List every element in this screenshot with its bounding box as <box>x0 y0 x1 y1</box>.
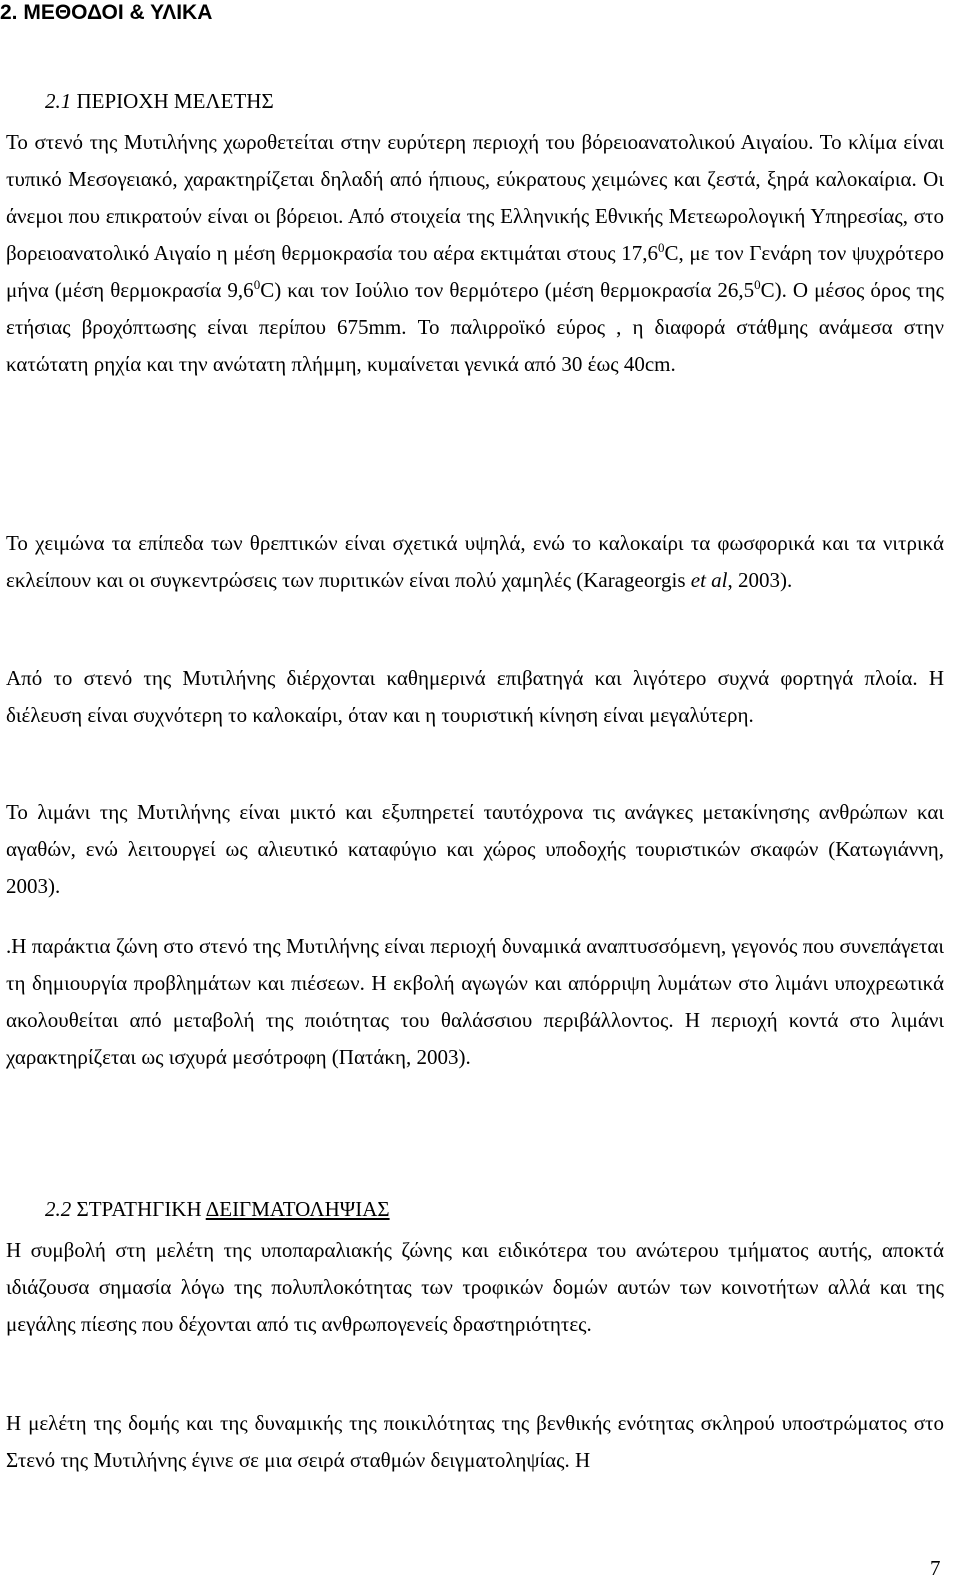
paragraph-port: Το λιμάνι της Μυτιλήνης είναι μικτό και εξυπηρετεί ταυτόχρονα τις ανάγκες μετακίνησης ανθρώπων και αγαθών, ενώ λειτουργεί ως αλιευτικό καταφύγιο και χώρος υποδοχής τουριστικών σκαφών (Κατωγιάννη, 2003). <box>6 800 944 898</box>
superscript: 0 <box>754 277 761 292</box>
page-number: 7 <box>930 1556 941 1580</box>
text-run: C). Ο μέσος όρος της ετήσιας βροχόπτωσης είναι περίπου 675mm. Το παλιρροϊκό εύρος , η διαφορά στάθμης ανάμεσα στην κατώτατη ρηχία και την ανώτατη πλήμμη, κυμαίνεται γενικά από 30 έως 40cm. <box>6 278 944 376</box>
section-title: ΠΕΡΙΟΧΗ ΜΕΛΕΤΗΣ <box>76 89 274 113</box>
paragraph-sublittoral: Η συμβολή στη μελέτη της υποπαραλιακής ζώνης και ειδικότερα του ανώτερου τμήματος αυτής, αποκτά ιδιάζουσα σημασία λόγω της πολυπλοκότητας των τροφικών δομών αυτών των κοινοτήτων αλλά και της μεγάλης πίεσης που δέχονται από τις ανθρωπογενείς δραστηριότητες. <box>6 1238 944 1336</box>
paragraph-climate <box>6 124 944 383</box>
chapter-heading: 2. ΜΕΘΟΔΟΙ & ΥΛΙΚΑ <box>0 1 213 24</box>
text-run: Το χειμώνα τα επίπεδα των θρεπτικών είναι σχετικά υψηλά, ενώ το καλοκαίρι τα φωσφορικά και τα νιτρικά εκλείπουν και οι συγκεντρώσεις των πυριτικών είναι πολύ χαμηλές (Karageorgis <box>6 531 944 592</box>
paragraph-shipping: Από το στενό της Μυτιλήνης διέρχονται καθημερινά επιβατηγά και λιγότερο συχνά φορτηγά πλοία. Η διέλευση είναι συχνότερη το καλοκαίρι, όταν και η τουριστική κίνηση είναι μεγαλύτερη. <box>6 666 944 727</box>
text-run: C) και τον Ιούλιο τον θερμότερο (μέση θερμοκρασία 26,5 <box>260 278 755 302</box>
section-title-part: ΣΤΡΑΤΗΓΙΚΗ <box>76 1197 206 1221</box>
section-title-part-underlined: ΔΕΙΓΜΑΤΟΛΗΨΙΑΣ <box>205 1197 390 1221</box>
section-number: 2.2 <box>45 1197 72 1221</box>
text-run: C, με τον Γενάρη τον ψυχρότερο μήνα (μέση θερμοκρασία 9,6 <box>6 241 944 302</box>
paragraph-nutrients <box>6 525 944 599</box>
section-heading-sampling <box>45 1196 390 1222</box>
section-heading-study-area <box>45 88 274 114</box>
superscript: 0 <box>253 277 261 292</box>
section-number: 2.1 <box>45 89 72 113</box>
text-run: , 2003). <box>727 568 793 592</box>
paragraph-coastal-zone: .Η παράκτια ζώνη στο στενό της Μυτιλήνης είναι περιοχή δυναμικά αναπτυσσόμενη, γεγονός που συνεπάγεται τη δημιουργία προβλημάτων και πιέσεων. Η εκβολή αγωγών και απόρριψη λυμάτων στο λιμάνι υποχρεωτικά ακολουθείται από μεταβολή της ποιότητας του θαλάσσιου περιβάλλοντος. Η περιοχή κοντά στο λιμάνι χαρακτηρίζεται ως ισχυρά μεσότροφη (Πατάκη, 2003). <box>6 934 944 1069</box>
superscript: 0 <box>658 240 665 255</box>
paragraph-benthic: Η μελέτη της δομής και της δυναμικής της ποικιλότητας της βενθικής ενότητας σκληρού υποστρώματος στο Στενό της Μυτιλήνης έγινε σε μια σειρά σταθμών δειγματοληψίας. Η <box>6 1411 944 1472</box>
section-title <box>77 1197 390 1221</box>
text-run-italic: et al <box>690 568 728 592</box>
text-run: Το στενό της Μυτιλήνης χωροθετείται στην ευρύτερη περιοχή του βόρειοανατολικού Αιγαίου. Το κλίμα είναι τυπικό Μεσογειακό, χαρακτηρίζεται δηλαδή από ήπιους, εύκρατους χειμώνες και ζεστά, ξηρά καλοκαίρια. Οι άνεμοι που επικρατούν είναι οι βόρειοι. Από στοιχεία της Ελληνικής Εθνικής Μετεωρολογική Υπηρεσίας, στο βορειοανατολικό Αιγαίο η μέση θερμοκρασία του αέρα εκτιμάται στους 17,6 <box>6 130 944 265</box>
